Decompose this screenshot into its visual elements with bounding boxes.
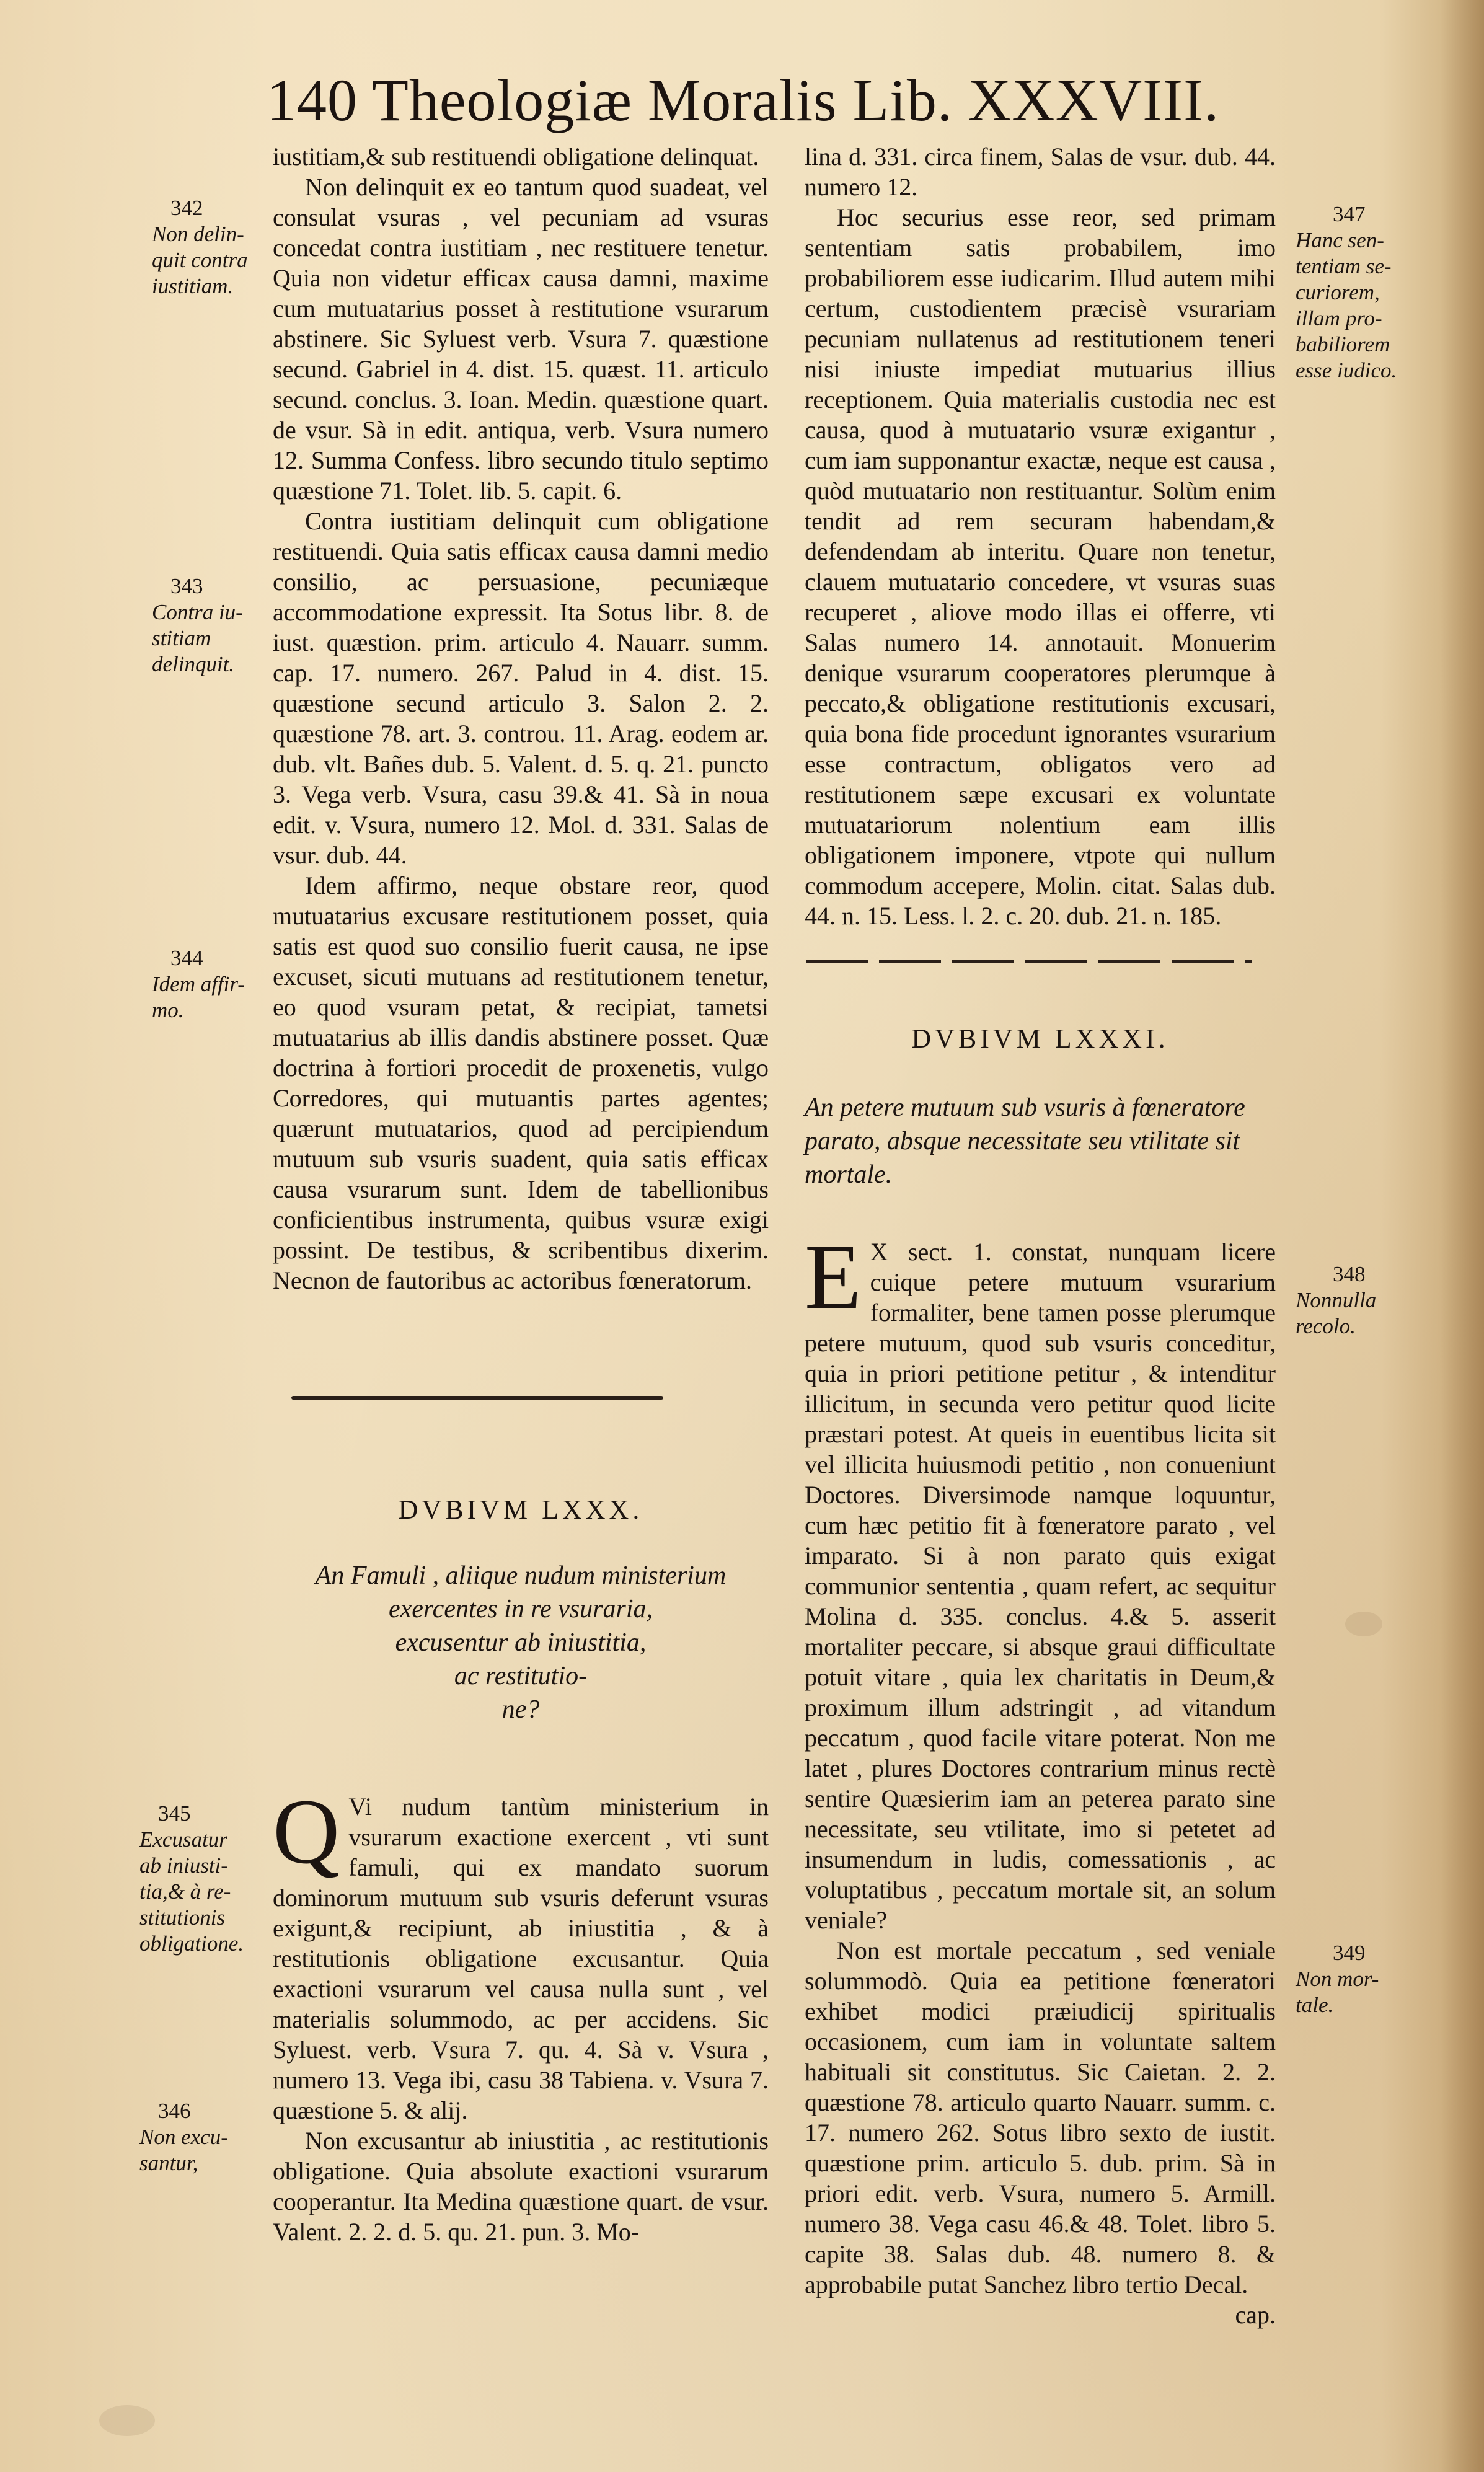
section-rule bbox=[806, 960, 1252, 963]
paragraph: Idem affirmo, neque obstare reor, quod mutuatarius excusare restitutionem posset, quia satis est quod suo consilio fuerit causa, ne ipse excuset, sicuti mutuans ad restitutionem tenetur, eo quod vsuram petat, & recipiat, tametsi mutuatarius ab illis dandis abstinere posset. Quæ doctrina à fortiori procedit de proxenetis, vulgo Corredores, qui mutuantis partes agentes; quærunt mutuatarios, quod ad percipiendum mutuum sub vsuris suadent, quia satis efficax causa vsurarum sunt. Idem de tabellionibus conficientibus instrumenta, quibus vsuræ exigi possint. De testibus, & scribentibus dixerim. Necnon de fautoribus ac actoribus fœneratorum. bbox=[273, 872, 769, 1294]
paragraph: Non excusantur ab iniustitia , ac restitutionis obligatione. Quia absolute exactioni vsurarum cooperantur. Ita Medina quæstione quart. de vsur. Valent. 2. 2. d. 5. qu. 21. pun. 3. Mo- bbox=[273, 2127, 769, 2246]
section-rule bbox=[291, 1396, 663, 1400]
margin-note-343: 343 Contra iu- stitiam delinquit. bbox=[152, 573, 270, 678]
margin-note-number: 342 bbox=[170, 196, 203, 220]
question-line: ne? bbox=[501, 1695, 540, 1724]
paragraph: Non est mortale peccatum , sed veniale solummodò. Quia ea petitione fœneratori exhibet modici præiudicij spiritualis occasionem, cum iam in voluntate saltem habituali sit constitutus. Sic Caietan. 2. 2. quæstione 78. articulo quarto Nauarr. summ. c. 17. numero 262. Sotus libro sexto de iustit. quæstione prim. articulo 5. dub. prim. Sà in priori edit. verb. Vsura, numero 5. Armill. numero 38. Vega casu 46.& 48. Tolet. libro 5. capite 38. Salas dub. 48. numero 8. & approbabile putat Sanchez libro tertio Decal. bbox=[805, 1936, 1276, 2298]
margin-note-347: 347 Hanc sen- tentiam se- curiorem, illam pro- babiliorem esse iudico. bbox=[1296, 201, 1438, 384]
paragraph: E X sect. 1. constat, nunquam licere cuique petere mutuum vsurarium formaliter, bene tamen posse plerumque petere mutuum, quod sub vsuris conceditur, quia in priori petitione petitur , & intenditur illicitum, in secunda vero petitur quod licite præstari potest. At queis in euentibus licita sit vel illicita huiusmodi petitio , non conueniunt Doctores. Diversimode namque loquuntur, cum hæc petitio fit à fœneratore parato , vel imparato. Si à non parato quis exigat communior sententia , quam refert, ac sequitur Molina d. 335. conclus. 4.& 5. asserit mortaliter peccare, si absque graui difficultate potuit vitare , quia lex charitatis in Deum,& proximum illum adstringit , ad vitandum peccatum , quod facile vitare poterat. Non me latet , plures Doctores contrarium minus rectè sentire Quæsierim iam an peterea parato sine necessitate, seu vtilitate, imo si petetet ad insumendum in ludis, comessationis , ac voluptatibus , peccatum mortale sit, an solum veniale? bbox=[805, 1225, 1276, 1934]
paragraph: Non delinquit ex eo tantum quod suadeat, vel consulat vsuras , vel pecuniam ad vsuras concedat contra iustitiam , nec restituere tenetur. Quia non videtur efficax causa damni, maxime cum mutuatarius posset à restitutione vsurarum abstinere. Sic Syluest verb. Vsura 7. quæstione secund. Gabriel in 4. dist. 15. quæst. 11. articulo secund. conclus. 3. Ioan. Medin. quæstione quart. de vsur. Sà in edit. antiqua, verb. Vsura numero 12. Summa Confess. libro secundo titulo septimo quæstione 71. Tolet. lib. 5. capit. 6. bbox=[273, 173, 769, 505]
paper-stain bbox=[99, 2405, 155, 2436]
margin-note-number: 348 bbox=[1333, 1262, 1366, 1286]
paragraph: Hoc securius esse reor, sed primam sententiam satis probabilem, imo probabiliorem esse iudicarim. Illud autem mihi certum, custodientem præcisè vsurariam pecuniam nullatenus ad restitutionem teneri nisi iniuste impediat mutuarius illius receptionem. Quia materialis custodia nec est causa, quod à mutuatario vsuræ exigantur , cum iam supponantur exactæ, neque est causa , quòd mutuatario non restituantur. Solùm enim tendit ad rem securam habendam,& defendendam ab interitu. Quare non tenetur, clauem mutuatario concedere, vt vsuras suas recuperet , aliove modo illas ei offerre, vti Salas numero 14. annotauit. Monuerim denique vsurarum cooperatores plerumque à peccato,& obligatione restitutionis excusari, quia bona fide procedunt ignorantes vsurarium esse contractum, obligatos vero ad restitutionem sæpe excusari ex voluntate mutuatariorum nolentium eam illis obligationem imponere, vtpote qui nullum commodum accepere, Molin. citat. Salas dub. 44. n. 15. Less. l. 2. c. 20. dub. 21. n. 185. bbox=[805, 203, 1276, 930]
dubium-heading: DVBIVM LXXX. bbox=[398, 1494, 643, 1525]
margin-note-345: 345 Excusatur ab iniusti- tia,& à re- stitutionis obligatione. bbox=[139, 1801, 270, 1957]
paragraph: lina d. 331. circa finem, Salas de vsur. dub. 44. numero 12. bbox=[805, 143, 1276, 201]
paragraph: Q Vi nudum tantùm ministerium in vsurarum exactione exercent , vti sunt famuli, qui ex mandato suorum dominorum mutuum sub vsuris deferunt vsuras exigunt,& recipiunt, ab iniustitia , & à restitutionis obligatione excusantur. Quia exactioni vsurarum vel causa nulla sunt , vel materialis solummodo, ac per accidens. Sic Syluest. verb. Vsura 7. qu. 4. Sà v. Vsura , numero 13. Vega ibi, casu 38 Tabiena. v. Vsura 7. quæstione 5. & alij. bbox=[273, 1780, 769, 2124]
question-line: ac restitutio- bbox=[454, 1662, 588, 1690]
catchword: cap. bbox=[1235, 2301, 1276, 2329]
margin-note-342: 342 Non delin- quit contra iustitiam. bbox=[152, 195, 270, 299]
paper-stain bbox=[1345, 1612, 1382, 1636]
margin-note-344: 344 Idem affir- mo. bbox=[152, 945, 270, 1023]
margin-note-number: 346 bbox=[158, 2099, 191, 2123]
right-column bbox=[805, 141, 1276, 931]
question-line: excusentur ab iniustitia, bbox=[395, 1628, 647, 1657]
margin-note-number: 347 bbox=[1333, 202, 1366, 226]
page-number: 140 bbox=[267, 67, 358, 133]
dubium-heading: DVBIVM LXXXI. bbox=[911, 1023, 1169, 1054]
paragraph: iustitiam,& sub restituendi obligatione delinquat. bbox=[273, 143, 759, 170]
running-title: Theologiæ Moralis Lib. XXXVIII. bbox=[372, 67, 1220, 133]
page-spine-shadow bbox=[1441, 0, 1484, 2472]
question-line: An Famuli , aliique nudum ministerium exercentes in re vsuraria, bbox=[315, 1561, 727, 1623]
left-column-lower bbox=[273, 1780, 769, 2247]
margin-note-348: 348 Nonnulla recolo. bbox=[1296, 1261, 1438, 1340]
margin-note-349: 349 Non mor- tale. bbox=[1296, 1940, 1438, 2018]
dubium-question bbox=[273, 1559, 769, 1726]
dubium-question: An petere mutuum sub vsuris à fœneratore parato, absque necessitate seu vtilitate sit mortale. bbox=[805, 1093, 1245, 1189]
margin-note-number: 349 bbox=[1333, 1941, 1366, 1965]
margin-note-number: 343 bbox=[170, 574, 203, 598]
right-column-lower bbox=[805, 1225, 1276, 2330]
left-column bbox=[273, 141, 769, 1296]
drop-cap: Q bbox=[273, 1780, 340, 1883]
margin-note-number: 345 bbox=[158, 1801, 191, 1825]
margin-note-346: 346 Non excu- santur, bbox=[139, 2098, 270, 2176]
drop-cap: E bbox=[805, 1225, 862, 1328]
running-head bbox=[267, 69, 1320, 131]
margin-note-number: 344 bbox=[170, 946, 203, 970]
paragraph: Contra iustitiam delinquit cum obligatione restituendi. Quia satis efficax causa damni medio consilio, ac persuasione, pecuniæque accommodatione expressit. Ita Sotus libr. 8. de iust. quæstion. prim. articulo 4. Nauarr. summ. cap. 17. numero. 267. Palud in 4. dist. 15. quæstione secund articulo 3. Salon 2. 2. quæstione 78. art. 3. controu. 11. Arag. eodem ar. dub. vlt. Bañes dub. 5. Valent. d. 5. q. 21. puncto 3. Vega verb. Vsura, casu 39.& 41. Sà in noua edit. v. Vsura, numero 12. Mol. d. 331. Salas de vsur. dub. 44. bbox=[273, 507, 769, 869]
